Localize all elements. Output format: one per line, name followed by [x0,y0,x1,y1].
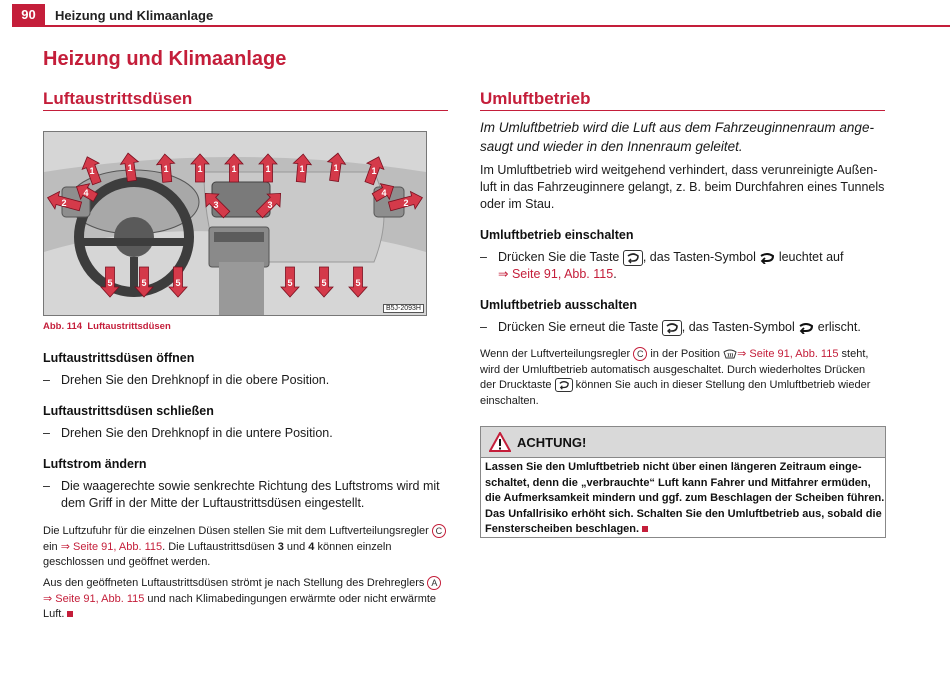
recirculation-symbol-icon [798,320,814,334]
text: 3 [277,540,284,553]
control-c-icon: C [633,347,647,361]
warning-header [481,427,885,458]
control-c-icon: C [432,524,446,538]
arrow-label: 1 [333,163,339,173]
list-item [43,372,443,389]
text: , das Tasten-Symbol [642,250,760,264]
item-text [498,319,861,336]
text: Die Luftzufuhr für die einzelnen Düsen stellen Sie mit dem Luftverteilungsregler [43,525,429,537]
arrow-label: 5 [321,278,327,288]
text: in der Position [647,348,724,360]
recirculation-key-icon [623,250,643,266]
arrow-label: 4 [83,188,89,198]
arrow-label: 5 [107,278,113,288]
arrow-label: 1 [163,164,169,174]
arrow-label: 1 [89,166,95,176]
end-mark-icon [642,526,648,532]
text: saugt und wieder in den Innenraum geleitet. [480,139,743,154]
arrow-label: 3 [213,200,219,210]
item-text [498,249,843,283]
paragraph-recirculation [480,162,890,213]
text: 4 [308,540,315,553]
text: , das Tasten-Symbol [681,320,799,334]
arrow-label: 1 [197,164,203,174]
intro-text [480,118,885,156]
arrow-label: 5 [287,278,293,288]
section-rule [480,110,885,111]
page-reference-link[interactable]: ⇒ Seite 91, Abb. 115 [43,592,145,605]
airflow-arrows [44,132,426,315]
page-reference-link[interactable]: ⇒ Seite 91, Abb. 115 [498,267,614,281]
heading-disable: Umluftbetrieb ausschalten [480,298,637,312]
arrow-label: 1 [371,166,377,176]
control-a-icon: A [427,576,441,590]
page-number: 90 [12,4,45,26]
text: schaltet, denn die „verbrauchte“ Luft kann Fahrer und Mitfahrer ermüden, [485,476,871,489]
text: einschalten. [480,394,539,407]
text: die Aufmerksamkeit mindern und ggf. zum Beschlagen der Scheiben führen. [485,492,885,504]
text: wird der Umluftbetrieb automatisch ausgeschaltet. Durch wiederholtes Drücken [480,363,866,376]
page-reference-link[interactable]: ⇒ Seite 91, Abb. 115 [60,540,163,553]
chapter-title: Heizung und Klimaanlage [43,48,287,70]
text: Das Unfallrisiko erhöht sich. Schalten Sie den Umluftbetrieb aus, sobald die [485,507,882,520]
arrow-label: 5 [355,278,361,288]
text: steht, [838,348,869,360]
figure-code: B5J-2093H [383,304,424,313]
text: Drücken Sie erneut die Taste [498,320,662,334]
heading-open: Luftaustrittsdüsen öffnen [43,351,195,365]
text: Luft. [43,608,65,620]
text: oder im Stau. [480,197,555,211]
arrow-label: 3 [267,200,273,210]
item-text [61,478,440,512]
list-item [43,478,453,512]
heading-close: Luftaustrittsdüsen schließen [43,404,214,418]
arrow-label: 2 [403,198,409,208]
text: und [283,540,309,553]
arrow-label: 5 [175,278,181,288]
text: und nach Klimabedingungen erwärmte oder nicht erwärmte [144,592,437,605]
paragraph-auto-off [480,347,890,409]
arrow-label: 1 [265,164,271,174]
text: Im Umluftbetrieb wird die Luft aus dem Fahrzeuginnenraum ange- [480,120,874,135]
windshield-defrost-icon [723,348,737,360]
arrow-label: 1 [299,164,305,174]
text: Lassen Sie den Umluftbetrieb nicht über einen längeren Zeitraum einge- [485,461,862,473]
text: der Drucktaste [480,379,555,391]
item-text: Drehen Sie den Drehknopf in die untere Position. [61,426,333,440]
list-item [480,249,890,283]
arrow-label: 2 [61,198,67,208]
text: Drücken Sie die Taste [498,250,623,264]
item-line: Die waagerechte sowie senkrechte Richtung des Luftstroms wird mit [61,479,440,493]
list-item [43,425,443,442]
heading-airflow: Luftstrom ändern [43,457,147,471]
recirculation-key-icon [662,320,682,336]
figure-caption [43,321,171,332]
text: luft in das Fahrzeuginnere gelangt, z. B. beim Durchfahren eines Tunnels [480,180,885,194]
dash: – [480,320,487,334]
text: erlischt. [814,320,861,334]
recirculation-key-icon [555,378,573,392]
page-header [0,0,950,27]
recirculation-symbol-icon [759,250,775,264]
paragraph-distribution [43,524,453,571]
text: . Die Luftaustrittsdüsen [162,540,278,553]
dashboard-figure [43,131,427,316]
warning-title: ACHTUNG! [517,435,587,450]
running-title: Heizung und Klimaanlage [55,8,214,23]
text: Wenn der Luftverteilungsregler [480,348,634,360]
warning-box [480,426,886,538]
paragraph-temperature [43,576,453,623]
text: können einzeln [314,540,392,553]
arrow-label: 4 [381,188,387,198]
section-heading-umluftbetrieb: Umluftbetrieb [480,89,591,108]
dash: – [480,250,487,264]
arrow-label: 5 [141,278,147,288]
caption-text: Luftaustrittsdüsen [87,321,171,332]
list-item [480,319,890,336]
item-line: dem Griff in der Mitte der Luftaustrittsdüsen eingestellt. [61,496,365,510]
arrow-label: 1 [127,163,133,173]
page-reference-link[interactable]: ⇒ Seite 91, Abb. 115 [737,348,839,360]
warning-triangle-icon [489,432,511,457]
heading-enable: Umluftbetrieb einschalten [480,228,634,242]
text: Im Umluftbetrieb wird weitgehend verhindert, dass verunreinigte Außen- [480,163,878,177]
arrow-label: 1 [231,164,237,174]
dash: – [43,479,50,493]
warning-text [485,460,883,538]
dash: – [43,373,50,387]
end-mark-icon [67,611,73,617]
item-text: Drehen Sie den Drehknopf in die obere Position. [61,373,330,387]
header-rule [12,25,950,27]
dash: – [43,426,50,440]
text: Fensterscheiben beschlagen. [485,523,640,535]
text: . [613,267,617,281]
section-rule [43,110,448,111]
text: können Sie auch in dieser Stellung den Umluftbetrieb wieder [572,379,871,391]
text: ein [43,540,61,553]
text: Aus den geöffneten Luftaustrittsdüsen strömt je nach Stellung des Drehreglers [43,577,425,589]
section-heading-luftaustrittsduesen: Luftaustrittsdüsen [43,89,193,108]
text: leuchtet auf [775,250,844,264]
text: geschlossen und geöffnet werden. [43,556,211,568]
caption-number: Abb. 114 [43,321,83,332]
